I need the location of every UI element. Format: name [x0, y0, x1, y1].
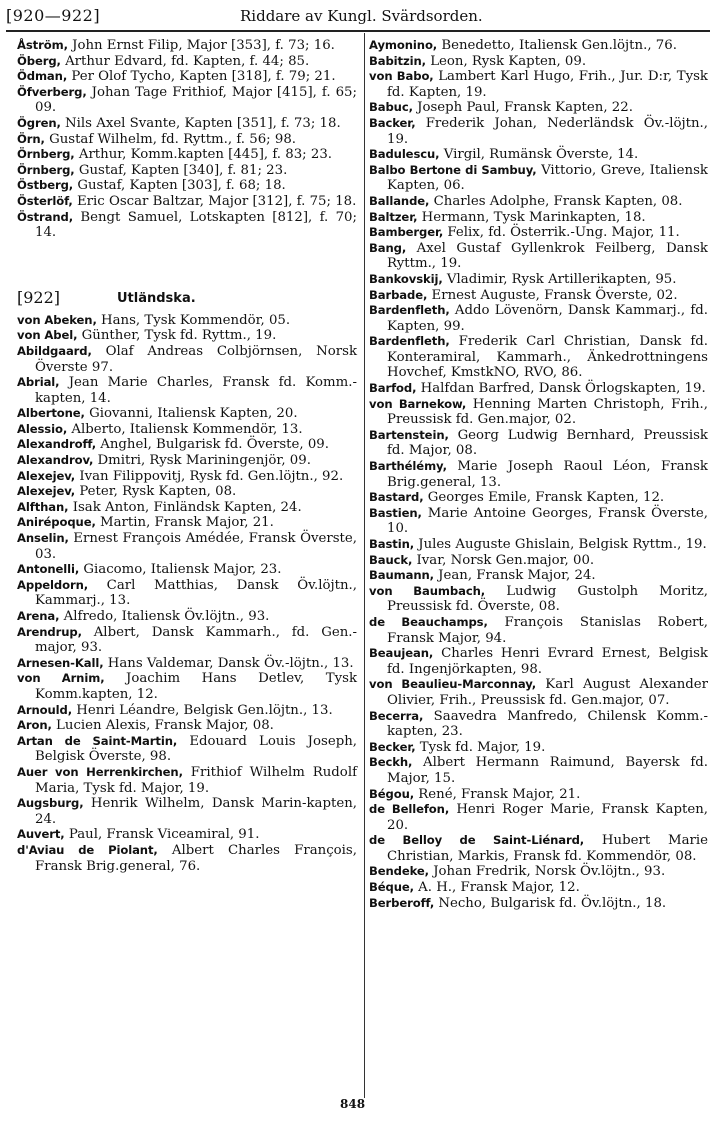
entry-surname: de Belloy de Saint-Liénard, [369, 833, 585, 848]
register-entry [369, 677, 708, 708]
entry-surname: d'Aviau de Piolant, [17, 842, 158, 857]
entry-details: Per Olof Tycho, Kapten [318], f. 79; 21. [67, 69, 336, 85]
register-entry [369, 584, 708, 615]
entry-surname: Arena, [17, 609, 60, 623]
register-entry [17, 734, 357, 765]
entry-surname: von Baumbach, [369, 583, 486, 598]
left-bottom-entries [17, 313, 357, 874]
entry-details: Lucien Alexis, Fransk Major, 08. [51, 718, 274, 734]
entry-details: Lambert Karl Hugo, Frih., Jur. D:r, Tysk fd. Kapten, 19. [387, 69, 708, 100]
register-entry [369, 194, 708, 210]
entry-surname: Abrial, [17, 375, 60, 390]
register-entry [369, 303, 708, 334]
register-entry [17, 562, 357, 578]
entry-details: Marie Antoine Georges, Fransk Överste, 10. [387, 505, 708, 537]
entry-details: Edouard Louis Joseph, Belgisk Överste, 98. [35, 733, 357, 765]
register-entry [369, 210, 708, 226]
entry-details: Nils Axel Svante, Kapten [351], f. 73; 18. [60, 115, 341, 131]
entry-surname: Öfverberg, [17, 84, 87, 99]
entry-surname: de Beauchamps, [369, 614, 488, 629]
entry-details: Marie Joseph Raoul Léon, Fransk Brig.general, 13. [387, 459, 708, 490]
register-entry [17, 827, 357, 843]
running-title: Riddare av Kungl. Svärdsorden. [240, 7, 483, 25]
section-gap [17, 241, 357, 287]
entry-details: Vladimir, Rysk Artillerikapten, 95. [442, 271, 677, 287]
entry-surname: Barbade, [369, 287, 428, 302]
register-entry [369, 288, 708, 304]
register-entry [369, 397, 708, 428]
register-entry [17, 116, 357, 132]
register-entry [17, 469, 357, 485]
entry-details: Hubert Marie Christian, Markis, Fransk fd. Kommendör, 08. [387, 833, 708, 864]
entry-surname: Becker, [369, 739, 416, 754]
entry-details: A. H., Fransk Major, 12. [413, 880, 580, 896]
entry-details: Saavedra Manfredo, Chilensk Komm.-kapten, 23. [387, 708, 708, 740]
register-entry [17, 484, 357, 500]
entry-surname: von Babo, [369, 69, 434, 84]
register-entry [369, 709, 708, 740]
register-entry [17, 578, 357, 609]
section-heading [17, 287, 357, 311]
entry-surname: Alexandrov, [17, 453, 94, 468]
entry-details: Ivan Filippovitj, Rysk fd. Gen.löjtn., 92. [75, 468, 344, 484]
entry-surname: Abildgaard, [17, 343, 92, 358]
entry-surname: Artan de Saint-Martin, [17, 733, 178, 748]
entry-surname: Becerra, [369, 708, 424, 723]
entry-surname: Antonelli, [17, 562, 80, 577]
register-entry [17, 453, 357, 469]
entry-details: Paul, Fransk Viceamiral, 91. [64, 827, 260, 843]
register-entry [369, 334, 708, 381]
left-top-entries [17, 38, 357, 241]
entry-details: Leon, Rysk Kapten, 09. [425, 53, 587, 69]
entry-surname: Beaujean, [369, 646, 434, 661]
entry-surname: Beckh, [369, 755, 413, 770]
register-entry [369, 54, 708, 70]
entry-details: Tysk fd. Major, 19. [415, 739, 546, 755]
entry-details: Arthur, Komm.kapten [445], f. 83; 23. [74, 147, 333, 163]
entry-surname: Örn, [17, 131, 45, 146]
entry-details: Alberto, Italiensk Kommendör, 13. [67, 421, 303, 437]
entry-details: Giovanni, Italiensk Kapten, 20. [84, 406, 298, 422]
entry-details: Günther, Tysk fd. Ryttm., 19. [77, 328, 277, 344]
entry-details: Gustaf, Kapten [340], f. 81; 23. [74, 162, 288, 178]
register-entry [17, 718, 357, 734]
entry-details: Isak Anton, Finländsk Kapten, 24. [68, 499, 302, 515]
left-column [17, 38, 357, 874]
entry-details: Albert, Dansk Kammarh., fd. Gen.-major, 93. [35, 624, 357, 656]
entry-details: Hans Valdemar, Dansk Öv.-löjtn., 13. [103, 655, 354, 671]
register-entry [369, 428, 708, 459]
entry-details: Necho, Bulgarisk fd. Öv.löjtn., 18. [434, 895, 667, 911]
register-entry [17, 703, 357, 719]
page-range: [920—922] [6, 6, 101, 25]
entry-surname: Bardenfleth, [369, 303, 450, 318]
entry-surname: Österlöf, [17, 193, 73, 208]
entry-details: Alfredo, Italiensk Öv.löjtn., 93. [59, 609, 270, 624]
register-entry [369, 553, 708, 569]
entry-surname: Bauck, [369, 552, 413, 567]
entry-details: Axel Gustaf Gyllenkrok Feilberg, Dansk Ryttm., 19. [387, 240, 708, 272]
register-entry [17, 194, 357, 210]
entry-surname: Örnberg, [17, 147, 75, 162]
entry-details: Ivar, Norsk Gen.major, 00. [412, 552, 595, 568]
entry-details: Jean Marie Charles, Fransk fd. Komm.-kapten, 14. [35, 375, 357, 406]
register-entry [17, 437, 357, 453]
register-entry [369, 537, 708, 553]
register-entry [369, 755, 708, 786]
entry-details: Georg Ludwig Bernhard, Preussisk fd. Major, 08. [387, 427, 708, 459]
entry-surname: Bartenstein, [369, 427, 449, 442]
register-entry [369, 615, 708, 646]
entry-details: Olaf Andreas Colbjörnsen, Norsk Överste 97. [35, 343, 357, 375]
entry-surname: Bang, [369, 240, 407, 255]
register-entry [369, 490, 708, 506]
entry-surname: Ögren, [17, 115, 61, 130]
register-entry [17, 406, 357, 422]
entry-surname: Anirépoque, [17, 515, 96, 530]
entry-surname: Badulescu, [369, 147, 440, 162]
entry-surname: Auvert, [17, 827, 65, 842]
entry-details: René, Fransk Major, 21. [414, 786, 581, 802]
register-entry [369, 241, 708, 272]
entry-details: Henrik Wilhelm, Dansk Marin-kapten, 24. [35, 796, 357, 827]
entry-details: Albert Hermann Raimund, Bayersk fd. Major, 15. [387, 755, 708, 786]
entry-details: Bengt Samuel, Lotskapten [812], f. 70; 14. [35, 209, 357, 241]
entry-details: Frederik Carl Christian, Dansk fd. Konteramiral, Kammarh., Änkedrottningens Hovchef, KmstkNO, RVO, 86. [387, 334, 708, 381]
register-entry [17, 132, 357, 148]
register-entry [369, 116, 708, 147]
entry-surname: von Abel, [17, 328, 78, 343]
register-entry [17, 178, 357, 194]
entry-surname: von Abeken, [17, 312, 97, 327]
register-entry [369, 880, 708, 896]
register-entry [17, 328, 357, 344]
entry-details: Henri Léandre, Belgisk Gen.löjtn., 13. [72, 702, 333, 718]
register-entry [369, 864, 708, 880]
entry-details: Ernest Auguste, Fransk Överste, 02. [427, 287, 678, 303]
entry-surname: Anselin, [17, 531, 69, 546]
entry-details: Charles Henri Evrard Ernest, Belgisk fd. Ingenjörkapten, 98. [387, 646, 708, 677]
entry-surname: Alfthan, [17, 499, 69, 514]
register-entry [17, 531, 357, 562]
register-entry [17, 843, 357, 874]
entry-details: Dmitri, Rysk Mariningenjör, 09. [93, 453, 311, 469]
register-entry [369, 833, 708, 864]
register-entry [369, 787, 708, 803]
entry-details: Giacomo, Italiensk Major, 23. [79, 562, 282, 578]
entry-surname: Balbo Bertone di Sambuy, [369, 162, 537, 177]
entry-details: Joseph Paul, Fransk Kapten, 22. [412, 100, 633, 116]
entry-details: Georges Emile, Fransk Kapten, 12. [423, 490, 665, 506]
entry-surname: Alexandroff, [17, 437, 97, 452]
entry-details: Peter, Rysk Kapten, 08. [75, 484, 237, 500]
entry-details: Benedetto, Italiensk Gen.löjtn., 76. [437, 38, 677, 53]
register-entry [17, 609, 357, 625]
register-entry [17, 671, 357, 702]
entry-surname: Alexejev, [17, 468, 76, 483]
entry-surname: Arendrup, [17, 624, 82, 639]
entry-surname: Åström, [17, 38, 68, 52]
entry-surname: Babitzin, [369, 53, 426, 68]
entry-surname: de Bellefon, [369, 802, 450, 817]
entry-surname: Backer, [369, 115, 416, 130]
right-entries [369, 38, 708, 911]
register-entry [369, 100, 708, 116]
entry-surname: Bégou, [369, 786, 415, 801]
entry-surname: Aron, [17, 718, 52, 733]
register-entry [17, 163, 357, 179]
entry-surname: Östberg, [17, 178, 74, 193]
page-number: 848 [340, 1097, 366, 1111]
entry-details: Charles Adolphe, Fransk Kapten, 08. [429, 193, 683, 209]
entry-details: Martin, Fransk Major, 21. [95, 515, 274, 531]
entry-details: Ludwig Gustolph Moritz, Preussisk fd. Överste, 08. [387, 583, 708, 615]
running-header [0, 2, 720, 32]
entry-surname: Öberg, [17, 53, 61, 68]
column-divider [364, 33, 365, 1098]
register-entry [369, 147, 708, 163]
register-entry [369, 225, 708, 241]
register-entry [369, 272, 708, 288]
entry-surname: Alexejev, [17, 484, 76, 499]
entry-details: Gustaf, Kapten [303], f. 68; 18. [73, 178, 286, 194]
entry-details: Johan Tage Frithiof, Major [415], f. 65; 09. [35, 84, 357, 116]
entry-surname: von Barnekow, [369, 396, 467, 411]
register-entry [369, 381, 708, 397]
entry-surname: Baltzer, [369, 209, 418, 224]
register-entry [17, 375, 357, 406]
header-rule [6, 30, 710, 32]
entry-surname: Babuc, [369, 100, 413, 115]
entry-details: Addo Lövenörn, Dansk Kammarj., fd. Kapten, 99. [387, 303, 708, 334]
entry-surname: Barfod, [369, 381, 417, 396]
entry-details: Joachim Hans Detlev, Tysk Komm.kapten, 12. [35, 671, 357, 702]
entry-surname: Albertone, [17, 406, 85, 421]
entry-surname: Ballande, [369, 193, 430, 208]
entry-surname: Bastard, [369, 490, 424, 505]
entry-details: Felix, fd. Österrik.-Ung. Major, 11. [443, 225, 680, 241]
register-entry [369, 69, 708, 100]
entry-surname: Bastien, [369, 505, 422, 520]
entry-details: Jean, Fransk Major, 24. [433, 568, 596, 584]
register-entry [17, 210, 357, 241]
entry-details: Frithiof Wilhelm Rudolf Maria, Tysk fd. Major, 19. [35, 764, 357, 796]
entry-details: Ernest François Amédée, Fransk Överste, 03. [35, 531, 357, 562]
entry-details: Henning Marten Christoph, Frih., Preussisk fd. Gen.major, 02. [387, 396, 708, 428]
register-entry [369, 568, 708, 584]
entry-details: Albert Charles François, Fransk Brig.general, 76. [35, 842, 357, 874]
register-entry [17, 765, 357, 796]
register-entry [17, 344, 357, 375]
entry-details: Gustaf Wilhelm, fd. Ryttm., f. 56; 98. [44, 131, 297, 147]
entry-details: John Ernst Filip, Major [353], f. 73; 16. [67, 38, 335, 53]
register-entry [17, 515, 357, 531]
register-entry [369, 38, 708, 54]
register-entry [17, 656, 357, 672]
register-entry [17, 625, 357, 656]
entry-surname: Aymonino, [369, 38, 438, 52]
section-title: Utländska. [117, 290, 196, 306]
entry-surname: Appeldorn, [17, 577, 89, 592]
register-entry [17, 54, 357, 70]
entry-details: Hans, Tysk Kommendör, 05. [96, 312, 291, 328]
entry-surname: Örnberg, [17, 162, 75, 177]
entry-details: Karl August Alexander Olivier, Frih., Preussisk fd. Gen.major, 07. [387, 677, 708, 708]
entry-surname: von Arnim, [17, 671, 105, 686]
entry-details: Virgil, Rumänsk Överste, 14. [439, 147, 639, 163]
entry-details: Eric Oscar Baltzar, Major [312], f. 75; 18. [72, 193, 357, 209]
register-entry [369, 506, 708, 537]
entry-surname: Barthélémy, [369, 459, 447, 474]
register-entry [17, 85, 357, 116]
entry-details: Johan Fredrik, Norsk Öv.löjtn., 93. [428, 864, 666, 880]
section-number: [922] [17, 287, 61, 307]
entry-surname: Östrand, [17, 209, 73, 224]
entry-details: Frederik Johan, Nederländsk Öv.-löjtn., 19. [387, 115, 708, 147]
register-entry [369, 740, 708, 756]
register-entry [369, 163, 708, 194]
entry-surname: Ödman, [17, 69, 68, 84]
entry-surname: Arnould, [17, 702, 73, 717]
entry-surname: Béque, [369, 880, 414, 895]
entry-details: Vittorio, Greve, Italiensk Kapten, 06. [387, 162, 708, 194]
register-entry [369, 459, 708, 490]
entry-surname: Bankovskij, [369, 271, 443, 286]
register-entry [17, 796, 357, 827]
entry-surname: Baumann, [369, 568, 434, 583]
entry-details: Henri Roger Marie, Fransk Kapten, 20. [387, 802, 708, 833]
register-entry [17, 147, 357, 163]
entry-surname: Bastin, [369, 537, 415, 551]
entry-details: Hermann, Tysk Marinkapten, 18. [417, 209, 646, 225]
right-column [369, 38, 708, 911]
register-entry [17, 500, 357, 516]
register-entry [17, 69, 357, 85]
register-entry [17, 38, 357, 54]
entry-surname: Auer von Herrenkirchen, [17, 764, 183, 779]
register-entry [369, 646, 708, 677]
entry-details: Carl Matthias, Dansk Öv.löjtn., Kammarj., 13. [35, 577, 357, 609]
entry-details: Anghel, Bulgarisk fd. Överste, 09. [96, 437, 329, 453]
entry-surname: von Beaulieu-Marconnay, [369, 677, 537, 692]
entry-surname: Berberoff, [369, 895, 435, 910]
entry-surname: Alessio, [17, 421, 68, 436]
entry-surname: Augsburg, [17, 796, 84, 811]
register-entry [17, 422, 357, 438]
entry-details: Jules Auguste Ghislain, Belgisk Ryttm., 19. [414, 537, 707, 552]
entry-surname: Bamberger, [369, 225, 444, 240]
register-entry [369, 802, 708, 833]
entry-details: François Stanislas Robert, Fransk Major, 94. [387, 614, 708, 646]
entry-surname: Bendeke, [369, 864, 429, 879]
entry-details: Halfdan Barfred, Dansk Örlogskapten, 19. [416, 381, 706, 397]
register-entry [369, 896, 708, 912]
register-entry [17, 313, 357, 329]
entry-surname: Bardenfleth, [369, 334, 450, 349]
entry-surname: Arnesen-Kall, [17, 655, 104, 670]
entry-details: Arthur Edvard, fd. Kapten, f. 44; 85. [60, 53, 310, 69]
